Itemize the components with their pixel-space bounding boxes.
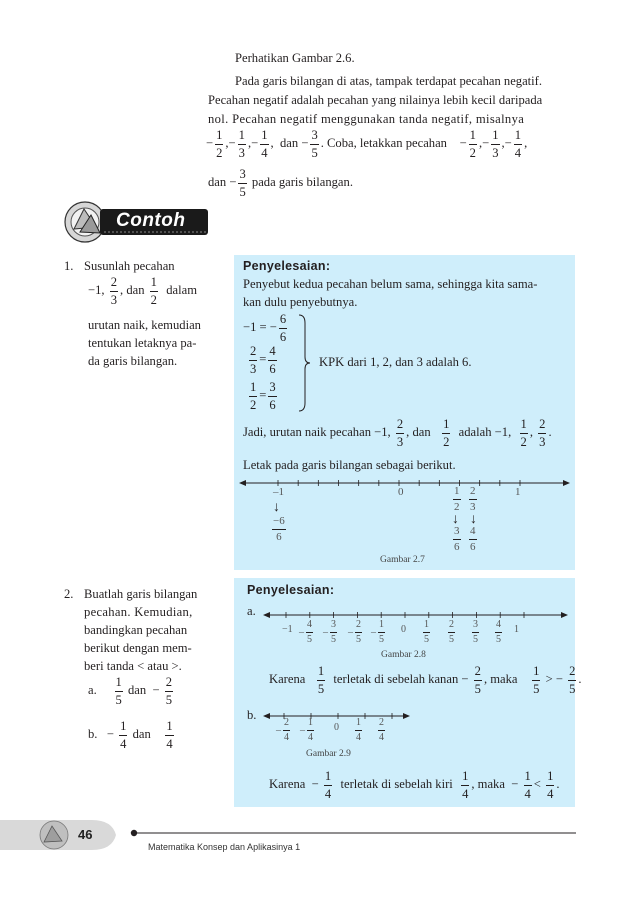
q2-line-4: berikut dengan mem- bbox=[84, 641, 192, 655]
s1-letak: Letak pada garis bilangan sebagai berikut. bbox=[243, 458, 456, 472]
fraction: $\frac{1}{2}$ bbox=[216, 128, 223, 160]
contoh-banner bbox=[60, 199, 210, 243]
q1-line-5: da garis bilangan. bbox=[88, 354, 178, 368]
fraction: $\frac{1}{4}$ bbox=[120, 719, 127, 751]
q2-line-2: pecahan. Kemudian, bbox=[84, 605, 193, 619]
fraction: $\frac{1}{4}$ bbox=[166, 719, 173, 751]
fraction: $\frac{1}{4}$ bbox=[324, 769, 332, 801]
contoh-label: Contoh bbox=[116, 210, 186, 231]
fraction: $\frac{1}{4}$ bbox=[261, 128, 268, 160]
q2-line-5: beri tanda < atau >. bbox=[84, 659, 182, 673]
caption-2-7: Gambar 2.7 bbox=[380, 555, 425, 565]
page-number: 46 bbox=[78, 827, 93, 842]
fraction: $\frac{1}{5}$ bbox=[317, 664, 325, 696]
arrow-down-icon: ↓ bbox=[470, 512, 477, 527]
nl27-half: $\frac{1}{2}$ bbox=[454, 485, 460, 513]
s1-eq-2: $\frac{2}{3}$ = $\frac{4}{6}$ bbox=[250, 344, 276, 376]
nl27-zero: 0 bbox=[398, 486, 404, 498]
fraction: $\frac{1}{4}$ bbox=[514, 128, 522, 160]
intro-line-2: Pada garis bilangan di atas, tampak terdapat pecahan negatif. bbox=[235, 74, 543, 88]
fraction: $\frac{1}{3}$ bbox=[492, 128, 499, 160]
nl27-4-6: $\frac{4}{6}$ bbox=[470, 525, 476, 553]
q2-b: b. − $\frac{1}{4}$ dan $\frac{1}{4}$ bbox=[88, 719, 173, 751]
nl27-twothirds: $\frac{2}{3}$ bbox=[470, 485, 476, 513]
s1-jadi: Jadi, urutan naik pecahan −1, $\frac{2}{3}$ , dan $\frac{1}{2}$ adalah −1, $\frac{1}{2}$ , $\frac{2}{3}$ . bbox=[243, 417, 552, 449]
intro-line-1: Perhatikan Gambar 2.6. bbox=[235, 51, 355, 65]
fraction: $\frac{4}{6}$ bbox=[269, 344, 276, 376]
s2-heading: Penyelesaian: bbox=[247, 583, 335, 597]
q1-line-3: urutan naik, kemudian bbox=[88, 318, 201, 332]
fraction: $\frac{3}{5}$ bbox=[239, 167, 246, 199]
q1-line-2: −1, $\frac{2}{3}$ , dan $\frac{1}{2}$ dalam bbox=[88, 275, 198, 307]
fraction: $\frac{2}{5}$ bbox=[474, 664, 481, 696]
fraction: $\frac{1}{4}$ bbox=[462, 769, 469, 801]
arrow-down-icon: ↓ bbox=[273, 500, 280, 515]
intro-line-6: dan − $\frac{3}{5}$ pada garis bilangan. bbox=[208, 167, 353, 199]
fraction: $\frac{2}{3}$ bbox=[250, 344, 257, 376]
number-line-2-7 bbox=[238, 475, 572, 495]
s2-b-label: b. bbox=[247, 708, 257, 722]
s2-karena-a: Karena $\frac{1}{5}$ terletak di sebelah kanan − $\frac{2}{5}$ , maka $\frac{1}{5}$ > − $\frac{2}{5}$ . bbox=[269, 664, 582, 696]
nl27-minus6-6: $\frac{-6}{6}$ bbox=[273, 515, 285, 543]
arrow-down-icon: ↓ bbox=[452, 512, 459, 527]
fraction: $\frac{1}{5}$ bbox=[533, 664, 540, 696]
fraction: $\frac{3}{5}$ bbox=[311, 128, 318, 160]
fraction: $\frac{3}{6}$ bbox=[269, 380, 276, 412]
nl27-3-6: $\frac{3}{6}$ bbox=[454, 525, 460, 553]
q2-number: 2. bbox=[64, 587, 74, 601]
s1-heading: Penyelesaian: bbox=[243, 259, 331, 273]
fraction: $\frac{1}{2}$ bbox=[443, 417, 450, 449]
intro-line-3: Pecahan negatif adalah pecahan yang nilainya lebih kecil daripada bbox=[208, 93, 543, 107]
q2-line-1: Buatlah garis bilangan bbox=[84, 587, 198, 601]
s1-kpk: KPK dari 1, 2, dan 3 adalah 6. bbox=[319, 355, 472, 369]
intro-fractions-line: − $\frac{1}{2}$ ,− $\frac{1}{3}$ ,− $\frac{1}{4}$ , dan − $\frac{3}{5}$ . Coba, letakkan pecahan − $\frac{1}{2}$ ,− $\frac{1}{3}$ ,− $\frac{1}{4}$ , bbox=[206, 128, 528, 160]
fraction: $\frac{1}{4}$ bbox=[547, 769, 554, 801]
fraction: $\frac{1}{2}$ bbox=[520, 417, 527, 449]
fraction: $\frac{2}{3}$ bbox=[396, 417, 404, 449]
fraction: $\frac{2}{5}$ bbox=[569, 664, 576, 696]
s1-eq-1: −1 = − $\frac{6}{6}$ bbox=[243, 312, 287, 344]
nl27-minus1: –1 bbox=[273, 486, 284, 498]
nl27-one: 1 bbox=[515, 486, 521, 498]
caption-2-8: Gambar 2.8 bbox=[381, 650, 426, 660]
fraction: $\frac{1}{2}$ bbox=[250, 380, 257, 412]
s1-para-1: Penyebut kedua pecahan belum sama, sehingga kita sama- bbox=[243, 277, 538, 291]
s2-karena-b: Karena − $\frac{1}{4}$ terletak di sebelah kiri $\frac{1}{4}$ , maka − $\frac{1}{4}$ < $\frac{1}{4}$ . bbox=[269, 769, 560, 801]
fraction: $\frac{1}{5}$ bbox=[115, 675, 122, 707]
footer-emblem-icon bbox=[0, 812, 130, 858]
s2-a-label: a. bbox=[247, 604, 256, 618]
s1-eq-3: $\frac{1}{2}$ = $\frac{3}{6}$ bbox=[250, 380, 276, 412]
fraction: $\frac{2}{3}$ bbox=[110, 275, 118, 307]
fraction: $\frac{2}{5}$ bbox=[165, 675, 172, 707]
q1-number: 1. bbox=[64, 259, 74, 273]
q1-line-1: Susunlah pecahan bbox=[84, 259, 175, 273]
s1-brace-icon bbox=[297, 313, 311, 413]
q2-line-3: bandingkan pecahan bbox=[84, 623, 188, 637]
caption-2-9: Gambar 2.9 bbox=[306, 749, 351, 759]
intro-line-4: nol. Pecahan negatif menggunakan tanda negatif, misalnya bbox=[208, 112, 525, 126]
q1-line-4: tentukan letaknya pa- bbox=[88, 336, 197, 350]
fraction: $\frac{2}{3}$ bbox=[539, 417, 546, 449]
fraction: $\frac{1}{2}$ bbox=[150, 275, 157, 307]
fraction: $\frac{6}{6}$ bbox=[279, 312, 287, 344]
s1-para-2: kan dulu penyebutnya. bbox=[243, 295, 358, 309]
fraction: $\frac{1}{2}$ bbox=[469, 128, 476, 160]
footer-rule bbox=[130, 829, 578, 837]
fraction: $\frac{1}{4}$ bbox=[524, 769, 531, 801]
book-title: Matematika Konsep dan Aplikasinya 1 bbox=[148, 842, 301, 852]
q2-a: a. $\frac{1}{5}$ dan − $\frac{2}{5}$ bbox=[88, 675, 172, 707]
fraction: $\frac{1}{3}$ bbox=[238, 128, 245, 160]
